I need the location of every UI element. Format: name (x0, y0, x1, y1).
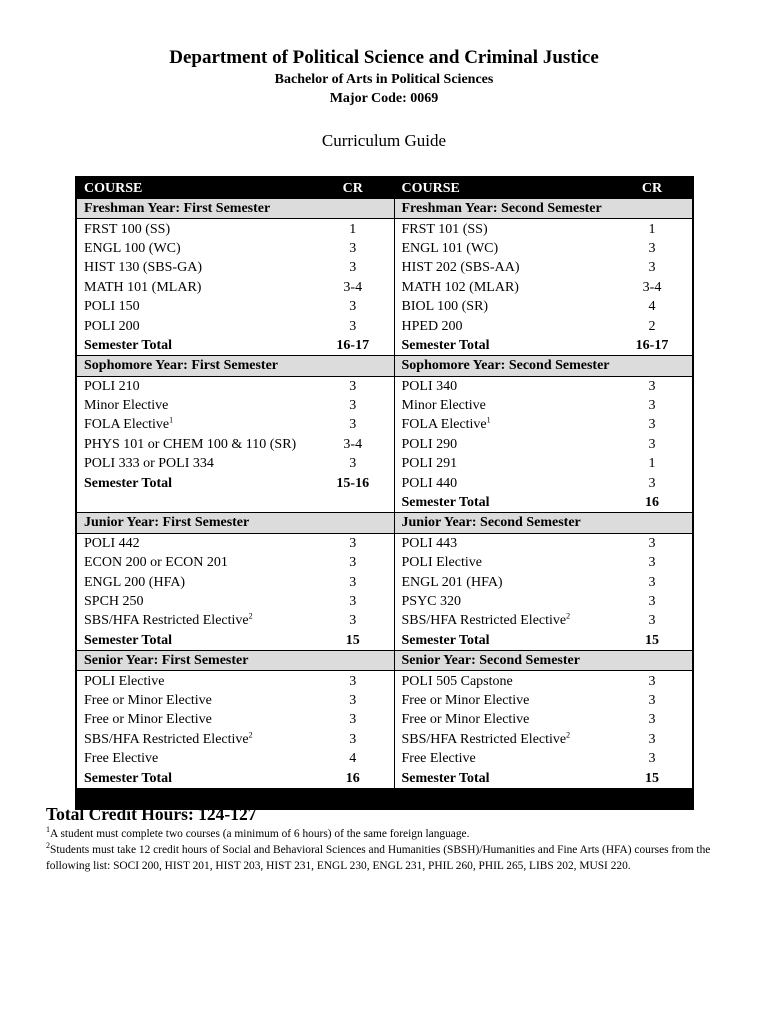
table-row (76, 611, 693, 630)
course-column-header: COURSE (76, 177, 324, 199)
course-cell: ENGL 201 (HFA) (401, 574, 503, 590)
semester-heading: Freshman Year: First Semester (76, 199, 394, 219)
credit-cell: 1 (324, 219, 394, 239)
course-cell: HPED 200 (401, 318, 463, 334)
credit-cell: 3 (648, 731, 656, 747)
course-cell (76, 730, 324, 749)
semester-total-label: Semester Total (401, 770, 490, 786)
course-cell: BIOL 100 (SR) (401, 299, 489, 315)
course-cell: PHYS 101 or CHEM 100 & 110 (SR) (84, 436, 297, 452)
credit-cell: 3 (324, 533, 394, 553)
semester-total-row (76, 768, 693, 787)
footnote-marker: 1 (486, 415, 491, 425)
semester-heading: Junior Year: Second Semester (394, 513, 693, 533)
credit-cell: 3 (324, 611, 394, 630)
table-row (76, 219, 693, 239)
semester-total-row (76, 631, 693, 651)
curriculum-table (75, 176, 694, 810)
semester-heading-row (76, 650, 693, 670)
course-cell: MATH 102 (MLAR) (401, 279, 519, 295)
course-cell: POLI 340 (401, 378, 458, 394)
credit-cell: 3 (324, 396, 394, 415)
credit-cell: 3 (648, 378, 656, 394)
credit-cell: 3 (648, 436, 656, 452)
table-row (76, 297, 693, 316)
semester-total-value: 16-17 (635, 337, 669, 353)
course-cell: POLI 200 (84, 318, 140, 334)
credit-cell: 3-4 (642, 279, 662, 295)
table-row (76, 691, 693, 710)
table-row (76, 749, 693, 768)
semester-total-value: 15 (324, 631, 394, 651)
course-cell: MATH 101 (MLAR) (84, 279, 202, 295)
table-row (76, 553, 693, 572)
semester-heading: Junior Year: First Semester (76, 513, 394, 533)
footnote-marker: 1 (46, 825, 50, 835)
footnote-marker: 2 (248, 730, 253, 740)
semester-total-label: Semester Total (84, 770, 173, 786)
credit-cell: 3 (648, 594, 656, 609)
course-cell: Minor Elective (84, 398, 169, 414)
semester-total-row (76, 336, 693, 356)
credit-column-header: CR (324, 177, 394, 199)
table-row (76, 239, 693, 258)
credit-column-header: CR (624, 177, 693, 199)
credit-cell: 3 (648, 673, 656, 689)
credit-cell: 3 (324, 316, 394, 335)
credit-cell: 1 (648, 221, 656, 237)
course-name: FOLA Elective (84, 417, 170, 433)
course-name: SBS/HFA Restricted Elective (84, 613, 249, 629)
semester-total-label: Semester Total (401, 632, 490, 648)
credit-cell: 3 (324, 553, 394, 572)
semester-total-row (76, 493, 693, 513)
course-cell: Free Elective (84, 751, 159, 767)
course-cell (76, 611, 324, 630)
credit-cell: 3 (324, 710, 394, 729)
course-cell: POLI 291 (401, 456, 458, 472)
credit-cell: 3 (324, 297, 394, 316)
table-row (76, 396, 693, 415)
course-cell: POLI Elective (84, 673, 165, 689)
semester-total-value: 15 (645, 632, 659, 648)
semester-heading: Freshman Year: Second Semester (394, 199, 693, 219)
table-row (76, 278, 693, 297)
credit-cell: 3 (324, 691, 394, 710)
credit-cell: 3 (648, 555, 656, 571)
footnote-marker: 2 (566, 730, 571, 740)
course-cell: POLI 505 Capstone (401, 673, 513, 689)
credit-cell: 3 (324, 454, 394, 473)
footnote-marker: 2 (248, 611, 253, 621)
credit-cell: 3 (648, 240, 656, 256)
credit-cell: 3 (648, 574, 656, 590)
credit-cell: 3 (648, 692, 656, 708)
course-cell: SPCH 250 (84, 594, 144, 609)
table-row (76, 316, 693, 335)
course-cell: FRST 100 (SS) (84, 221, 171, 237)
course-cell: POLI 442 (84, 535, 140, 551)
semester-total-value: 16 (645, 495, 659, 511)
degree-subtitle: Bachelor of Arts in Political Sciences (274, 72, 494, 87)
course-cell: HIST 202 (SBS-AA) (401, 260, 520, 276)
footnote-1 (46, 826, 726, 842)
table-row (76, 258, 693, 277)
course-cell: ECON 200 or ECON 201 (84, 555, 228, 571)
course-cell (76, 415, 324, 434)
table-row (76, 730, 693, 749)
table-header-row (76, 177, 693, 199)
credit-cell: 3 (648, 417, 656, 433)
total-credit-hours: Total Credit Hours: 124-127 (46, 804, 257, 824)
course-cell: POLI 150 (84, 299, 140, 315)
credit-cell: 2 (648, 318, 656, 334)
semester-total-value: 15-16 (324, 473, 394, 492)
semester-total-label: Semester Total (84, 337, 173, 353)
semester-heading-row (76, 513, 693, 533)
course-cell: POLI Elective (401, 555, 482, 571)
empty-cell (76, 493, 324, 513)
footnote-marker: 2 (566, 611, 571, 621)
course-cell: POLI 443 (401, 535, 458, 551)
semester-total-value: 16-17 (324, 336, 394, 356)
credit-cell: 3 (324, 258, 394, 277)
table-row (76, 710, 693, 729)
course-cell: POLI 210 (84, 378, 140, 394)
semester-total-label: Semester Total (401, 337, 490, 353)
footnote-text: Students must take 12 credit hours of Social and Behavioral Sciences and Humanities (SBSH)/Humanities and Fine Arts (HFA) courses from the following list: SOCI 200, HIST 201, HIST 203, HIST 231, ENGL 230, ENGL 231, PHIL 260, PHIL 265, LIBS 202, MUSI 220. (46, 844, 711, 872)
credit-cell: 3 (324, 572, 394, 591)
course-name: SBS/HFA Restricted Elective (84, 731, 249, 747)
course-name: SBS/HFA Restricted Elective (401, 613, 567, 629)
semester-total-value: 15 (645, 770, 659, 786)
credit-cell: 3-4 (324, 435, 394, 454)
semester-total-label: Semester Total (84, 632, 173, 648)
course-name: SBS/HFA Restricted Elective (401, 731, 567, 747)
footnote-marker: 1 (169, 415, 174, 425)
footnote-2 (46, 842, 726, 874)
course-name: FOLA Elective (401, 417, 487, 433)
semester-heading-row (76, 199, 693, 219)
course-cell: Free or Minor Elective (401, 712, 530, 728)
footnote-marker: 2 (46, 841, 50, 851)
credit-cell: 3 (324, 671, 394, 691)
course-cell: POLI 440 (401, 475, 458, 491)
course-cell: ENGL 100 (WC) (84, 240, 181, 256)
course-column-header: COURSE (394, 177, 624, 199)
course-cell: POLI 333 or POLI 334 (84, 456, 214, 472)
credit-cell: 3 (648, 613, 656, 629)
semester-heading: Sophomore Year: Second Semester (394, 356, 693, 376)
course-cell: HIST 130 (SBS-GA) (84, 260, 202, 276)
table-row (76, 435, 693, 454)
table-row (76, 376, 693, 396)
course-cell: POLI 290 (401, 436, 458, 452)
course-cell: Free or Minor Elective (401, 692, 530, 708)
course-cell: PSYC 320 (401, 594, 462, 609)
semester-total-label: Semester Total (401, 495, 490, 511)
course-cell: Minor Elective (401, 398, 486, 414)
table-row (76, 454, 693, 473)
semester-total-value: 16 (324, 768, 394, 787)
table-row (76, 473, 693, 492)
credit-cell: 3-4 (324, 278, 394, 297)
course-cell: ENGL 200 (HFA) (84, 574, 186, 590)
credit-cell: 3 (648, 712, 656, 728)
table-row (76, 415, 693, 434)
table-row (76, 533, 693, 553)
course-cell (394, 611, 624, 630)
semester-total-label: Semester Total (84, 475, 173, 491)
credit-cell: 3 (648, 260, 656, 276)
table-row (76, 671, 693, 691)
credit-cell: 3 (324, 376, 394, 396)
course-cell: Free Elective (401, 751, 476, 767)
table-row (76, 592, 693, 611)
credit-cell: 1 (648, 456, 656, 472)
course-cell: FRST 101 (SS) (401, 221, 488, 237)
credit-cell: 3 (324, 415, 394, 434)
course-cell (394, 730, 624, 749)
credit-cell: 3 (648, 475, 656, 491)
credit-cell: 3 (648, 398, 656, 414)
curriculum-guide-heading: Curriculum Guide (321, 131, 447, 150)
course-cell: ENGL 101 (WC) (401, 240, 499, 256)
credit-cell: 3 (324, 592, 394, 611)
table-row (76, 572, 693, 591)
major-code: Major Code: 0069 (329, 91, 439, 106)
credit-cell: 3 (324, 239, 394, 258)
credit-cell: 3 (648, 535, 656, 551)
department-title: Department of Political Science and Criminal Justice (169, 47, 599, 68)
credit-cell: 4 (648, 299, 656, 315)
semester-heading: Sophomore Year: First Semester (76, 356, 394, 376)
course-cell (394, 415, 624, 434)
semester-heading: Senior Year: First Semester (76, 650, 394, 670)
empty-cell (324, 493, 394, 513)
semester-heading: Senior Year: Second Semester (394, 650, 693, 670)
semester-heading-row (76, 356, 693, 376)
footnote-text: A student must complete two courses (a minimum of 6 hours) of the same foreign language. (50, 828, 470, 840)
course-cell: Free or Minor Elective (84, 712, 212, 728)
credit-cell: 3 (324, 730, 394, 749)
credit-cell: 3 (648, 751, 656, 767)
course-cell: Free or Minor Elective (84, 692, 212, 708)
credit-cell: 4 (324, 749, 394, 768)
